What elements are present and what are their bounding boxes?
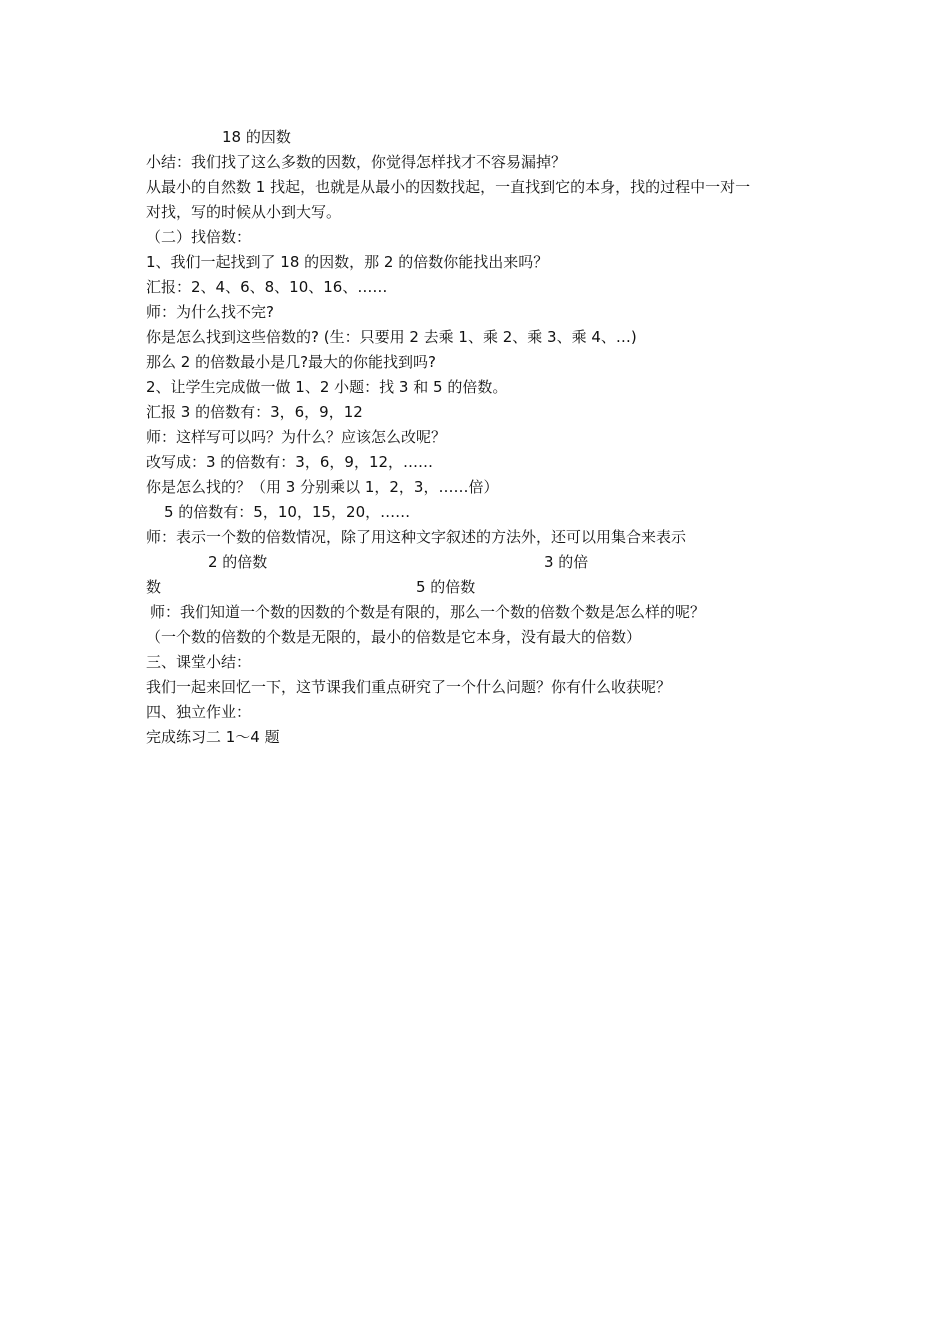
question-multiples-of-2: 1、我们一起找到了 18 的因数，那 2 的倍数你能找出来吗？	[146, 253, 549, 271]
set-label-multiples-of-3-part1: 3 的倍	[544, 553, 589, 571]
answer-infinite: （一个数的倍数的个数是无限的，最小的倍数是它本身，没有最大的倍数）	[146, 628, 642, 646]
rewrite-multiples-of-3: 改写成：3 的倍数有：3，6，9，12，……	[146, 453, 434, 471]
teacher-set-representation: 师：表示一个数的倍数情况，除了用这种文字叙述的方法外，还可以用集合来表示	[146, 528, 687, 546]
exercise-2: 2、让学生完成做一做 1、2 小题：找 3 和 5 的倍数。	[146, 378, 508, 396]
multiples-of-5: 5 的倍数有：5，10，15，20，……	[164, 503, 411, 521]
teacher-why-endless: 师：为什么找不完?	[146, 303, 274, 321]
set-label-multiples-of-2: 2 的倍数	[208, 553, 268, 571]
recall-question: 我们一起来回忆一下，这节课我们重点研究了一个什么问题？你有什么收获呢？	[146, 678, 672, 696]
method-line-2: 对找，写的时候从小到大写。	[146, 203, 342, 221]
homework-text: 完成练习二 1～4 题	[146, 728, 280, 746]
summary-question: 小结：我们找了这么多数的因数，你觉得怎样找才不容易漏掉？	[146, 153, 567, 171]
report-multiples-of-2: 汇报：2、4、6、8、10、16、……	[146, 278, 388, 296]
section-heading-homework: 四、独立作业：	[146, 703, 252, 721]
teacher-finite-infinite: 师：我们知道一个数的因数的个数是有限的，那么一个数的倍数个数是怎么样的呢？	[150, 603, 706, 621]
min-max-question: 那么 2 的倍数最小是几?最大的你能找到吗?	[146, 353, 437, 371]
caption-18-factors: 18 的因数	[222, 128, 291, 146]
section-heading-find-multiples: （二）找倍数：	[146, 228, 252, 246]
set-label-multiples-of-5: 5 的倍数	[416, 578, 476, 596]
section-heading-summary: 三、课堂小结：	[146, 653, 252, 671]
report-multiples-of-3: 汇报 3 的倍数有：3，6，9，12	[146, 403, 363, 421]
set-label-multiples-of-3-part2: 数	[146, 578, 162, 596]
teacher-correct-question: 师：这样写可以吗？为什么？应该怎么改呢？	[146, 428, 447, 446]
method-line-1: 从最小的自然数 1 找起，也就是从最小的因数找起，一直找到它的本身，找的过程中一对一	[146, 178, 751, 196]
how-found-multiples-of-3: 你是怎么找的？（用 3 分别乘以 1，2，3，……倍）	[146, 478, 499, 496]
how-found-multiples: 你是怎么找到这些倍数的? (生：只要用 2 去乘 1、乘 2、乘 3、乘 4、…)	[146, 328, 637, 346]
